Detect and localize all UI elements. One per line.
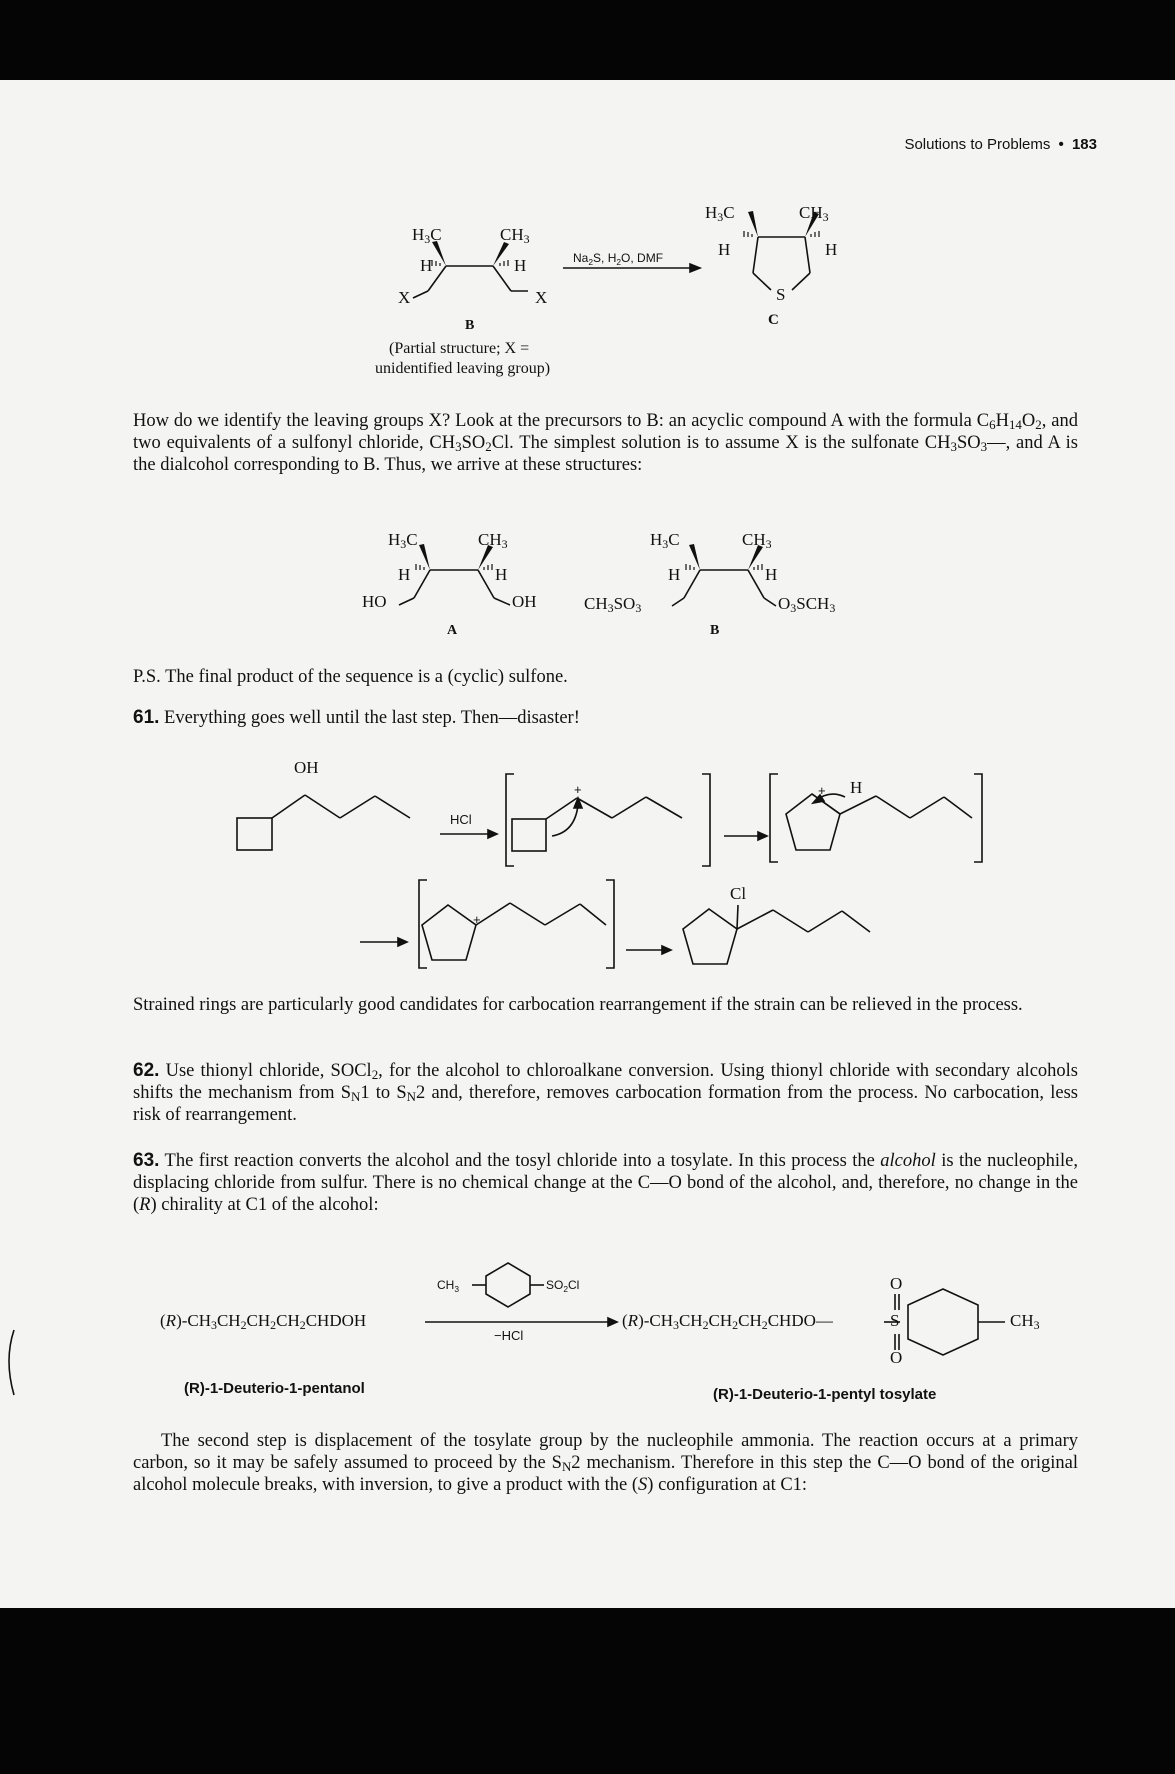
section-title: Solutions to Problems [904, 136, 1051, 153]
label-h3c-a: $H_3C$ [388, 530, 418, 551]
left-margin-marks [9, 1330, 14, 1395]
thiolane-ring-c [753, 237, 810, 290]
header-bullet: • [1058, 136, 1064, 153]
reagent-minus-hcl: −HCl [494, 1328, 524, 1343]
paragraph-second-step: The second step is displacement of the tosylate group by the nucleophile ammonia. The reaction occurs at a primary carbon, so it may be safely assumed to proceed by the $S_N2$ mechanism. Therefore in this step the C—O bond of the original alcohol molecule breaks, with inversion, to give a product with the (S) configuration at C1: [133, 1431, 1078, 1495]
partial-structure-note-2: unidentified leaving group) [375, 360, 551, 377]
page-number: 183 [1071, 136, 1097, 153]
structure-b-dimesylate [672, 570, 776, 606]
label-ch3-tosyl: $CH_3$ [1010, 1311, 1040, 1332]
reagent-ch3: $CH_3$ [437, 1278, 460, 1294]
label-compound-b: B [465, 318, 475, 333]
product-formula: $(R)-CH_3CH_2CH_2CH_2CHDO—$ [622, 1311, 833, 1332]
problem-62: 62. Use thionyl chloride, SOCl$_2$, for the alcohol to chloroalkane conversion. Using thionyl chloride with secondary alcohols shifts the mechanism from $S_N1$ to $S_N2$ and, therefore, removes carbocation formation from the process. No carbocation, less risk of rearrangement. [133, 1060, 1078, 1125]
label-h3c-b2: $H_3C$ [650, 530, 680, 551]
tosylate-ring [884, 1289, 1005, 1355]
label-h3c-b: $H_3C$ [412, 225, 442, 246]
label-ch3-c: $CH_3$ [799, 203, 829, 224]
cation-intermediate-1 [506, 774, 710, 866]
label-h-left-c: H [718, 240, 731, 259]
problem-61-text: Everything goes well until the last step. Then—disaster! [164, 708, 580, 728]
label-h-left-b: H [420, 256, 433, 275]
problem-61 [133, 707, 1078, 729]
problem-61-number: 61. [133, 707, 160, 728]
label-h-right-b2: H [765, 565, 778, 584]
label-compound-b2: B [710, 623, 720, 638]
label-compound-c: C [768, 312, 779, 328]
cation-intermediate-3 [419, 880, 614, 968]
label-x-right: X [535, 288, 548, 307]
label-s-sulfonyl: S [890, 1311, 900, 1330]
label-cl-product: Cl [730, 884, 747, 903]
label-h-right-c: H [825, 240, 838, 259]
label-plus-2: + [818, 783, 826, 798]
label-mesylate-right: $O_3SCH_3$ [778, 594, 836, 615]
product-name: (R)-1-Deuterio-1-pentyl tosylate [713, 1386, 937, 1403]
label-ch3-a: $CH_3$ [478, 530, 508, 551]
label-hcl-reagent: HCl [450, 812, 472, 827]
cyclobutyl-alcohol [237, 795, 410, 850]
label-mesylate-left: $CH_3SO_3$ [584, 594, 642, 615]
cation-intermediate-2 [770, 774, 982, 862]
label-oh-cyclobutyl: OH [294, 758, 319, 777]
label-o-bottom: O [890, 1348, 903, 1367]
label-ch3-b: $CH_3$ [500, 225, 530, 246]
reagent-so2cl: $SO_2Cl$ [546, 1278, 580, 1294]
label-plus-1: + [574, 782, 582, 797]
reactant-formula: $(R)-CH_3CH_2CH_2CH_2CHDOH$ [160, 1311, 367, 1332]
problem-63-number: 63. [133, 1150, 160, 1171]
paragraph-strained-rings: Strained rings are particularly good candidates for carbocation rearrangement if the strain can be relieved in the process. [133, 995, 1023, 1015]
label-oh-a: OH [512, 592, 537, 611]
paragraph-ps: P.S. The final product of the sequence is a (cyclic) sulfone. [133, 667, 568, 687]
tosyl-chloride-ring [472, 1263, 544, 1307]
chloro-product [683, 905, 870, 964]
label-h-left-a: H [398, 565, 411, 584]
partial-structure-note-1: (Partial structure; X = [389, 340, 530, 357]
problem-63: 63. The first reaction converts the alcohol and the tosyl chloride into a tosylate. In this process the alcohol is the nucleophile, displacing chloride from sulfur. There is no chemical change at the C—O bond of the alcohol, and, therefore, no change in the (R) chirality at C1 of the alcohol: [133, 1150, 1079, 1215]
structure-a-diol [399, 570, 510, 605]
problem-62-number: 62. [133, 1060, 160, 1081]
label-ch3-b2: $CH_3$ [742, 530, 772, 551]
label-h3c-c: $H_3C$ [705, 203, 735, 224]
label-h-shift: H [850, 778, 863, 797]
label-h-right-a: H [495, 565, 508, 584]
label-x-left: X [398, 288, 411, 307]
label-s-c: S [776, 285, 786, 304]
label-h-right-b: H [514, 256, 527, 275]
reagents-na2s: $Na_2S$, $H_2O$, DMF [573, 251, 664, 267]
label-compound-a: A [447, 623, 458, 638]
label-o-top: O [890, 1274, 903, 1293]
label-ho-a: HO [362, 592, 387, 611]
reactant-name: (R)-1-Deuterio-1-pentanol [184, 1380, 365, 1397]
label-h-left-b2: H [668, 565, 681, 584]
paragraph-leaving-groups: How do we identify the leaving groups X? Look at the precursors to B: an acyclic compound A with the formula $C_6H_{14}O_2$, and two equivalents of a sulfonyl chloride, $CH_3SO_2Cl$. The simplest solution is to assume X is the sulfonate $CH_3SO_3—$, and A is the dialcohol corresponding to B. Thus, we arrive at these structures: [133, 411, 1079, 475]
label-plus-3: + [473, 912, 481, 927]
bottom-dark-band [0, 1608, 1175, 1774]
